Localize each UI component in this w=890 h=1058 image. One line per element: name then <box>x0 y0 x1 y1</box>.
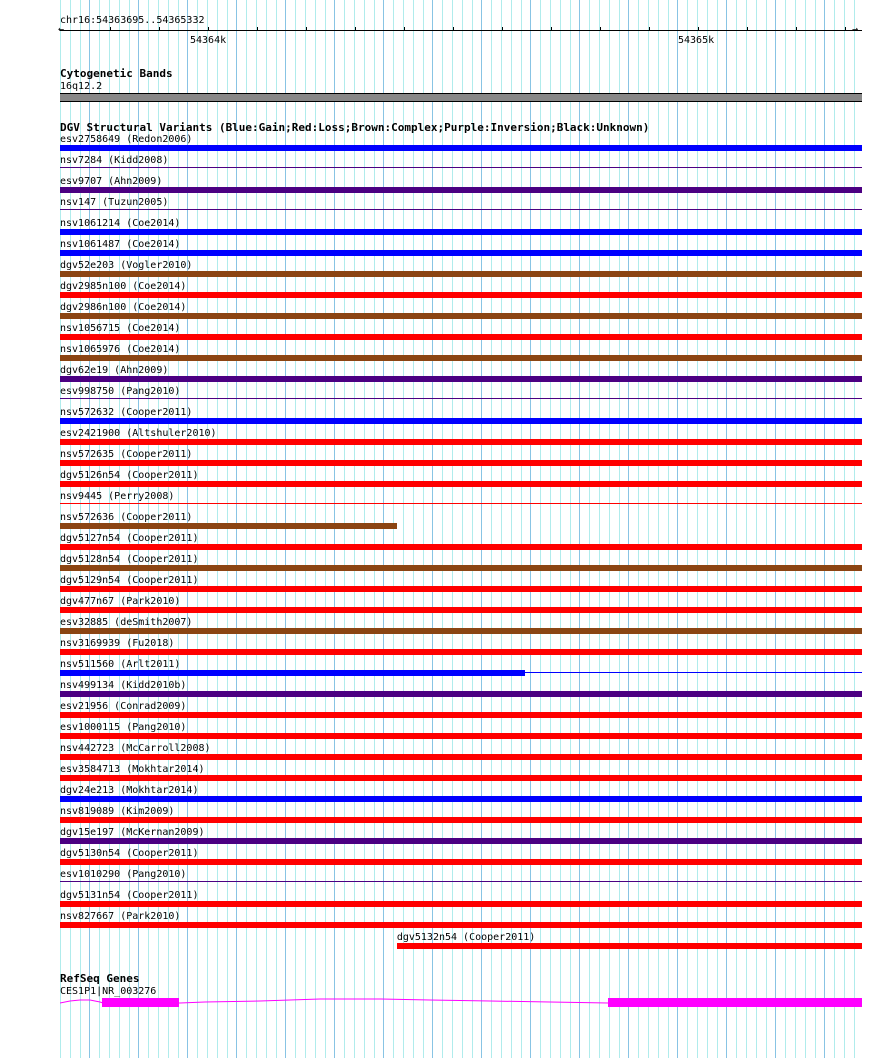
variant-label[interactable]: dgv52e203 (Vogler2010) <box>60 260 193 271</box>
ruler-tick <box>502 27 503 31</box>
variant-bar[interactable] <box>60 712 862 718</box>
variant-label[interactable]: dgv15e197 (McKernan2009) <box>60 827 205 838</box>
variant-label[interactable]: dgv5129n54 (Cooper2011) <box>60 575 199 586</box>
variant-label[interactable]: dgv5128n54 (Cooper2011) <box>60 554 199 565</box>
variant-bar[interactable] <box>60 229 862 235</box>
variant-bar[interactable] <box>60 250 862 256</box>
cytoband-track-title[interactable]: Cytogenetic Bands <box>60 67 173 80</box>
range-label: chr16:54363695..54365332 <box>60 15 205 26</box>
variant-label[interactable]: dgv5126n54 (Cooper2011) <box>60 470 199 481</box>
variant-bar-extension[interactable] <box>525 672 862 673</box>
variant-bar[interactable] <box>60 691 862 697</box>
variant-label[interactable]: nsv511560 (Arlt2011) <box>60 659 181 670</box>
variant-bar[interactable] <box>60 481 862 487</box>
variant-label[interactable]: nsv147 (Tuzun2005) <box>60 197 169 208</box>
variant-label[interactable]: nsv819089 (Kim2009) <box>60 806 175 817</box>
ruler-tick <box>257 27 258 31</box>
variant-bar[interactable] <box>60 628 862 634</box>
variant-label[interactable]: dgv62e19 (Ahn2009) <box>60 365 169 376</box>
variant-label[interactable]: dgv5127n54 (Cooper2011) <box>60 533 199 544</box>
variant-label[interactable]: nsv827667 (Park2010) <box>60 911 181 922</box>
variant-bar[interactable] <box>60 649 862 655</box>
variant-label[interactable]: esv3584713 (Mokhtar2014) <box>60 764 205 775</box>
scroll-right-arrow-icon[interactable]: → <box>852 24 859 35</box>
ruler-axis <box>60 30 862 31</box>
variant-label[interactable]: nsv1056715 (Coe2014) <box>60 323 181 334</box>
variant-label[interactable]: dgv5132n54 (Cooper2011) <box>396 932 536 943</box>
ruler-tick <box>110 27 111 31</box>
variant-bar[interactable] <box>60 859 862 865</box>
variant-label[interactable]: nsv7284 (Kidd2008) <box>60 155 169 166</box>
refseq-track-title[interactable]: RefSeq Genes <box>60 972 140 985</box>
variant-label[interactable]: esv2758649 (Redon2006) <box>60 134 193 145</box>
ruler-tick <box>551 27 552 31</box>
variant-bar[interactable] <box>60 733 862 739</box>
variant-bar[interactable] <box>60 503 862 504</box>
variant-label[interactable]: dgv2986n100 (Coe2014) <box>60 302 187 313</box>
scroll-left-arrow-icon[interactable]: ← <box>58 24 65 35</box>
variant-label[interactable]: dgv2985n100 (Coe2014) <box>60 281 187 292</box>
variant-bar[interactable] <box>60 439 862 445</box>
variant-label[interactable]: nsv499134 (Kidd2010b) <box>60 680 187 691</box>
variant-bar[interactable] <box>60 796 862 802</box>
variant-label[interactable]: dgv24e213 (Mokhtar2014) <box>60 785 199 796</box>
variant-label[interactable]: nsv3169939 (Fu2018) <box>60 638 175 649</box>
gene-exon[interactable] <box>608 998 862 1007</box>
variant-bar[interactable] <box>60 355 862 361</box>
variant-bar[interactable] <box>60 544 862 550</box>
ruler-tick <box>600 27 601 31</box>
ruler-tick <box>355 27 356 31</box>
ruler-tick <box>453 27 454 31</box>
refseq-gene-model[interactable] <box>60 993 862 1013</box>
ruler-tick <box>747 27 748 31</box>
variant-bar[interactable] <box>60 586 862 592</box>
variant-bar[interactable] <box>60 881 862 882</box>
variant-label[interactable]: dgv477n67 (Park2010) <box>60 596 181 607</box>
variant-label[interactable]: nsv9445 (Perry2008) <box>60 491 175 502</box>
variant-bar[interactable] <box>60 565 862 571</box>
variant-bar[interactable] <box>60 460 862 466</box>
variant-label[interactable]: esv2421900 (Altshuler2010) <box>60 428 217 439</box>
gene-exon[interactable] <box>102 998 179 1007</box>
dgv-track-title[interactable]: DGV Structural Variants (Blue:Gain;Red:Loss;Brown:Complex;Purple:Inversion;Black:Unknown) <box>60 121 650 134</box>
variant-label[interactable]: esv32885 (deSmith2007) <box>60 617 193 628</box>
variant-bar[interactable] <box>60 922 862 928</box>
variant-bar[interactable] <box>60 418 862 424</box>
variant-bar[interactable] <box>60 376 862 382</box>
variant-bar[interactable] <box>60 754 862 760</box>
variant-bar[interactable] <box>60 775 862 781</box>
variant-bar[interactable] <box>60 292 862 298</box>
variant-bar[interactable] <box>60 334 862 340</box>
variant-bar[interactable] <box>60 271 862 277</box>
ruler-tick <box>796 27 797 31</box>
variant-bar[interactable] <box>60 838 862 844</box>
tick-label-54365k: 54365k <box>678 35 715 46</box>
refseq-gene-label[interactable]: CES1P1|NR_003276 <box>60 986 157 997</box>
variant-label[interactable]: esv1010290 (Pang2010) <box>60 869 187 880</box>
ruler-tick <box>208 27 209 31</box>
variant-bar[interactable] <box>397 943 862 949</box>
variant-bar[interactable] <box>60 187 862 193</box>
ruler-tick <box>159 27 160 31</box>
cytoband-bar[interactable] <box>60 93 862 102</box>
variant-label[interactable]: nsv442723 (McCarroll2008) <box>60 743 211 754</box>
variant-label[interactable]: esv9707 (Ahn2009) <box>60 176 163 187</box>
ruler-tick <box>306 27 307 31</box>
tick-label-54364k: 54364k <box>190 35 227 46</box>
cytoband-label: 16q12.2 <box>60 81 103 92</box>
ruler-tick <box>649 27 650 31</box>
variant-label[interactable]: nsv572636 (Cooper2011) <box>60 512 193 523</box>
variant-bar[interactable] <box>60 817 862 823</box>
variant-bar[interactable] <box>60 313 862 319</box>
variant-label[interactable]: esv21956 (Conrad2009) <box>60 701 187 712</box>
variant-bar[interactable] <box>60 398 862 399</box>
ruler-tick <box>845 27 846 31</box>
variant-bar[interactable] <box>60 670 525 676</box>
ruler-tick <box>404 27 405 31</box>
variant-label[interactable]: nsv572635 (Cooper2011) <box>60 449 193 460</box>
variant-bar[interactable] <box>60 209 862 210</box>
variant-bar[interactable] <box>60 607 862 613</box>
variant-bar[interactable] <box>60 901 862 907</box>
variant-label[interactable]: nsv572632 (Cooper2011) <box>60 407 193 418</box>
variant-label[interactable]: esv998750 (Pang2010) <box>60 386 181 397</box>
ruler-tick <box>698 27 699 31</box>
variant-bar[interactable] <box>60 523 397 529</box>
variant-label[interactable]: esv1000115 (Pang2010) <box>60 722 187 733</box>
variant-bar[interactable] <box>60 167 862 168</box>
variant-label[interactable]: nsv1061487 (Coe2014) <box>60 239 181 250</box>
variant-label[interactable]: dgv5130n54 (Cooper2011) <box>60 848 199 859</box>
variant-bar[interactable] <box>60 145 862 151</box>
variant-label[interactable]: nsv1061214 (Coe2014) <box>60 218 181 229</box>
variant-label[interactable]: dgv5131n54 (Cooper2011) <box>60 890 199 901</box>
variant-label[interactable]: nsv1065976 (Coe2014) <box>60 344 181 355</box>
